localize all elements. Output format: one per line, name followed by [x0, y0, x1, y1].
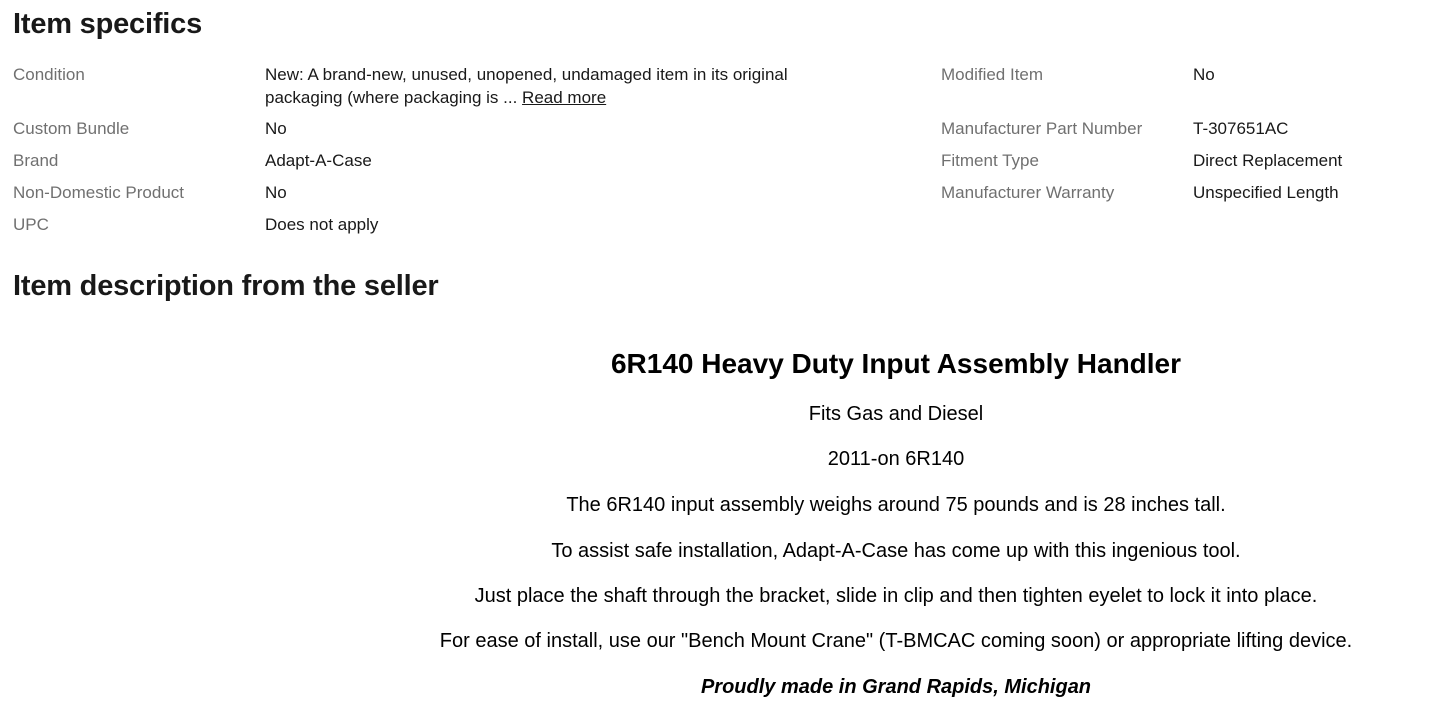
description-line: For ease of install, use our "Bench Mount Crane" (T-BMCAC coming soon) or appropriate lifting device. [439, 630, 1353, 652]
mpn-label: Manufacturer Part Number [941, 119, 1143, 138]
read-more-link[interactable]: Read more [522, 88, 607, 107]
warranty-label: Manufacturer Warranty [941, 183, 1115, 202]
non-domestic-value: No [265, 183, 287, 202]
modified-item-label: Modified Item [941, 65, 1044, 84]
description-line: 2011-on 6R140 [827, 448, 965, 470]
item-specifics-title: Item specifics [13, 8, 203, 40]
description-line: Just place the shaft through the bracket, slide in clip and then tighten eyelet to lock it into place. [474, 585, 1318, 607]
description-heading: 6R140 Heavy Duty Input Assembly Handler [610, 348, 1182, 379]
custom-bundle-label: Custom Bundle [13, 119, 130, 138]
fitment-type-label: Fitment Type [941, 151, 1039, 170]
description-line: To assist safe installation, Adapt-A-Case has come up with this ingenious tool. [551, 540, 1241, 562]
description-footer: Proudly made in Grand Rapids, Michigan [700, 676, 1092, 698]
brand-value: Adapt-A-Case [265, 151, 372, 170]
mpn-value: T-307651AC [1193, 119, 1289, 138]
non-domestic-label: Non-Domestic Product [13, 183, 185, 202]
condition-label: Condition [13, 65, 85, 84]
warranty-value: Unspecified Length [1193, 183, 1339, 202]
condition-value [265, 63, 825, 109]
condition-text: New: A brand-new, unused, unopened, undamaged item in its original packaging (where packaging is ... [265, 65, 788, 107]
fitment-type-value: Direct Replacement [1193, 151, 1343, 170]
upc-label: UPC [13, 215, 49, 234]
custom-bundle-value: No [265, 119, 287, 138]
description-line: Fits Gas and Diesel [808, 403, 984, 425]
modified-item-value: No [1193, 65, 1215, 84]
upc-value: Does not apply [265, 215, 379, 234]
description-line: The 6R140 input assembly weighs around 75 pounds and is 28 inches tall. [566, 494, 1226, 516]
item-description-title: Item description from the seller [13, 270, 439, 302]
brand-label: Brand [13, 151, 59, 170]
